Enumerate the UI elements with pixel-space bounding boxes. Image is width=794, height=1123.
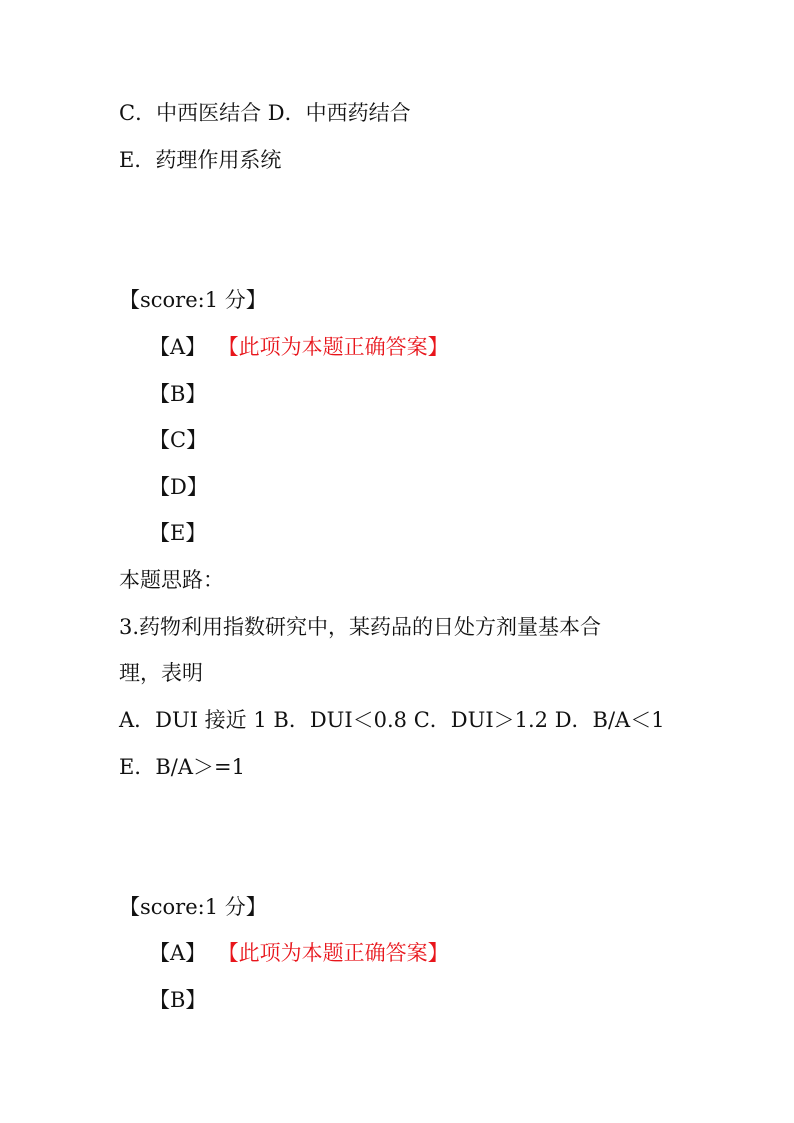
choice-d: 【D】 [149,475,208,499]
explanation-label: 本题思路： [119,568,224,592]
choice-a-label: 【A】 [149,941,207,965]
options-line-2: E．B/A＞=1 [119,755,245,779]
choice-b: 【B】 [149,988,207,1012]
choice-a [149,943,449,964]
options-line-2: E．药理作用系统 [119,148,282,172]
choice-b: 【B】 [149,382,207,406]
question-stem-line-2: 理，表明 [119,661,203,685]
question-stem-line-1: 3.药物利用指数研究中，某药品的日处方剂量基本合 [119,615,602,639]
correct-answer-marker: 【此项为本题正确答案】 [228,941,449,965]
score-label: 【score:1 分】 [119,288,267,312]
score-label: 【score:1 分】 [119,895,267,919]
choice-e: 【E】 [149,521,207,545]
options-line-1: C．中西医结合 D．中西药结合 [119,101,411,125]
choice-a [149,337,449,358]
choice-a-label: 【A】 [149,335,207,359]
options-line-1: A．DUI 接近 1 B．DUI＜0.8 C．DUI＞1.2 D．B/A＜1 [119,708,665,732]
choice-c: 【C】 [149,428,208,452]
correct-answer-marker: 【此项为本题正确答案】 [228,335,449,359]
